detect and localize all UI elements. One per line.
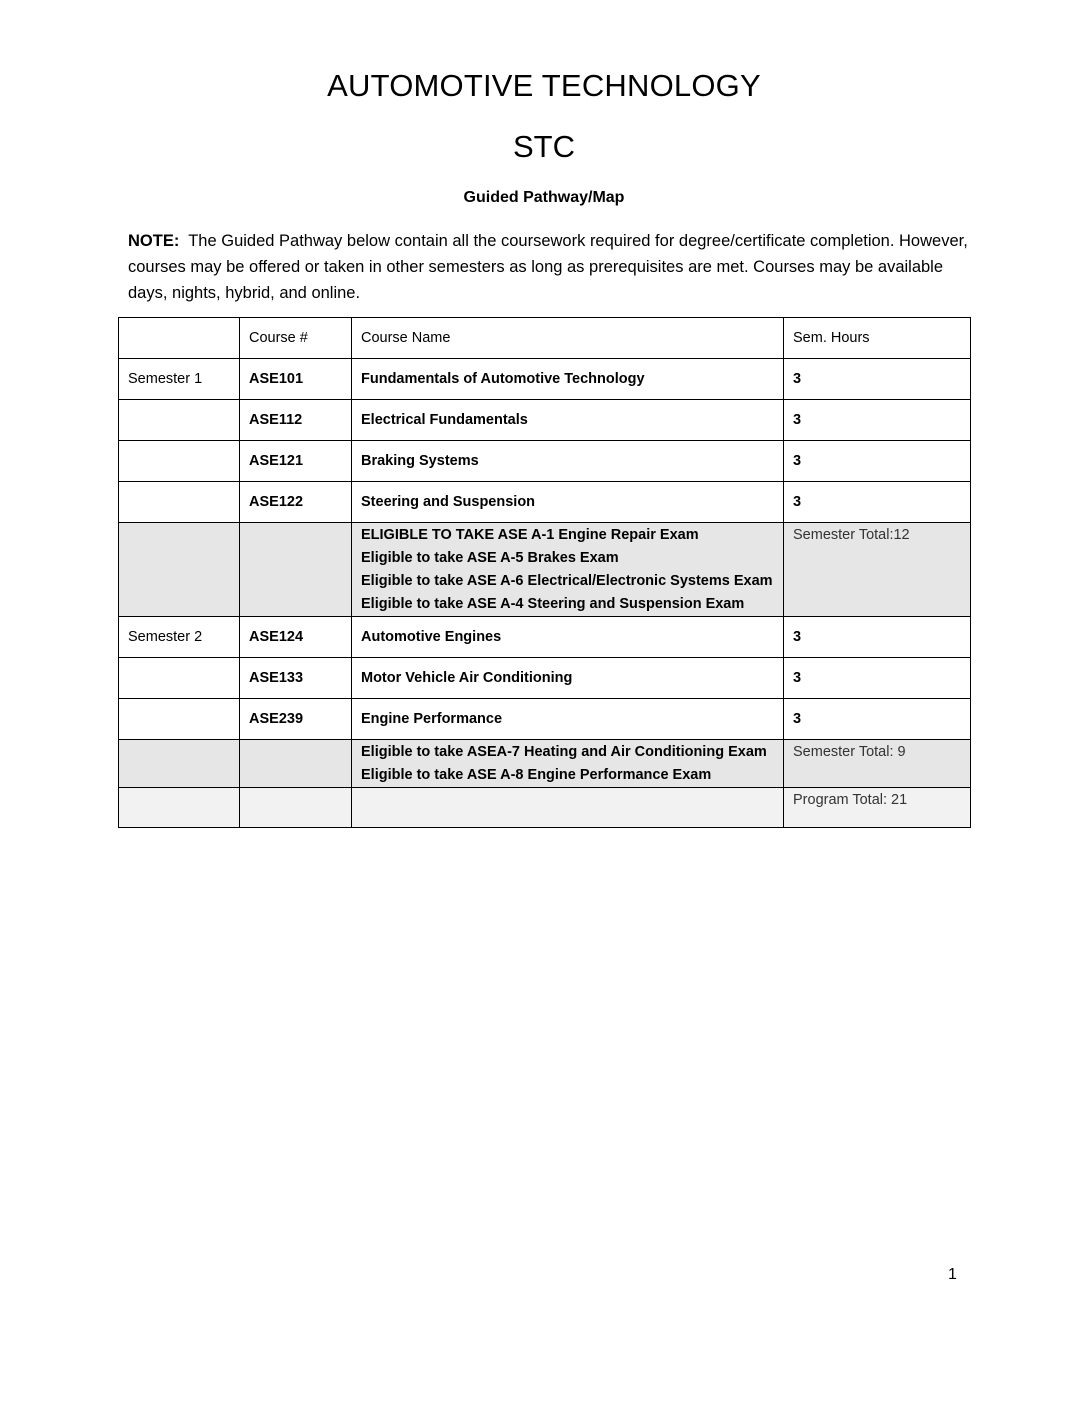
course-code: ASE239 xyxy=(240,699,352,740)
exam-eligibility-row xyxy=(119,523,971,617)
pathway-table xyxy=(118,317,971,828)
section-heading: Guided Pathway/Map xyxy=(463,189,625,206)
table-row xyxy=(119,400,971,441)
note-paragraph xyxy=(128,228,968,306)
table-row xyxy=(119,482,971,523)
course-code: ASE133 xyxy=(240,658,352,699)
semester-label: Semester 2 xyxy=(119,617,240,658)
empty-cell xyxy=(240,788,352,828)
note-label: NOTE: xyxy=(128,232,180,250)
semester-total: Semester Total: 9 xyxy=(784,740,971,788)
exam-item: Eligible to take ASE A-5 Brakes Exam xyxy=(361,550,619,566)
course-name: Steering and Suspension xyxy=(352,482,784,523)
header-cell-course-number: Course # xyxy=(240,318,352,359)
course-code: ASE101 xyxy=(240,359,352,400)
course-code: ASE112 xyxy=(240,400,352,441)
exam-list xyxy=(352,740,784,788)
exam-item: Eligible to take ASE A-4 Steering and Suspension Exam xyxy=(361,596,745,612)
program-total-row xyxy=(119,788,971,828)
program-total: Program Total: 21 xyxy=(784,788,971,828)
note-text: The Guided Pathway below contain all the coursework required for degree/certificate completion. However, courses may be offered or taken in other semesters as long as prerequisites are met. Courses may be available days, nights, hybrid, and online. xyxy=(128,232,968,302)
course-code: ASE122 xyxy=(240,482,352,523)
course-hours: 3 xyxy=(784,359,971,400)
semester-total: Semester Total:12 xyxy=(784,523,971,617)
table-header-row xyxy=(119,318,971,359)
course-code: ASE121 xyxy=(240,441,352,482)
table-row xyxy=(119,617,971,658)
exam-item: ELIGIBLE TO TAKE ASE A-1 Engine Repair Exam xyxy=(361,527,699,543)
semester-label-empty xyxy=(119,658,240,699)
table-row xyxy=(119,699,971,740)
course-hours: 3 xyxy=(784,699,971,740)
exam-eligibility-row xyxy=(119,740,971,788)
course-code-empty xyxy=(240,740,352,788)
header-cell-course-name: Course Name xyxy=(352,318,784,359)
semester-label-empty xyxy=(119,441,240,482)
semester-label: Semester 1 xyxy=(119,359,240,400)
course-code: ASE124 xyxy=(240,617,352,658)
table-row xyxy=(119,359,971,400)
semester-label-empty xyxy=(119,699,240,740)
header-cell-sem-hours: Sem. Hours xyxy=(784,318,971,359)
page-number: 1 xyxy=(948,1266,957,1283)
course-name: Motor Vehicle Air Conditioning xyxy=(352,658,784,699)
course-name: Automotive Engines xyxy=(352,617,784,658)
semester-label-empty xyxy=(119,523,240,617)
empty-cell xyxy=(352,788,784,828)
table-row xyxy=(119,658,971,699)
course-hours: 3 xyxy=(784,400,971,441)
exam-list xyxy=(352,523,784,617)
table-row xyxy=(119,441,971,482)
course-hours: 3 xyxy=(784,482,971,523)
course-hours: 3 xyxy=(784,658,971,699)
document-title: AUTOMOTIVE TECHNOLOGY xyxy=(327,68,761,103)
document-subtitle: STC xyxy=(513,129,575,164)
course-name: Engine Performance xyxy=(352,699,784,740)
course-hours: 3 xyxy=(784,441,971,482)
exam-item: Eligible to take ASE A-6 Electrical/Electronic Systems Exam xyxy=(361,573,773,589)
exam-item: Eligible to take ASE A-8 Engine Performance Exam xyxy=(361,767,712,783)
empty-cell xyxy=(119,788,240,828)
course-hours: 3 xyxy=(784,617,971,658)
header-cell-semester xyxy=(119,318,240,359)
course-code-empty xyxy=(240,523,352,617)
semester-label-empty xyxy=(119,740,240,788)
course-name: Fundamentals of Automotive Technology xyxy=(352,359,784,400)
semester-label-empty xyxy=(119,482,240,523)
exam-item: Eligible to take ASEA-7 Heating and Air Conditioning Exam xyxy=(361,744,767,760)
semester-label-empty xyxy=(119,400,240,441)
course-name: Braking Systems xyxy=(352,441,784,482)
course-name: Electrical Fundamentals xyxy=(352,400,784,441)
